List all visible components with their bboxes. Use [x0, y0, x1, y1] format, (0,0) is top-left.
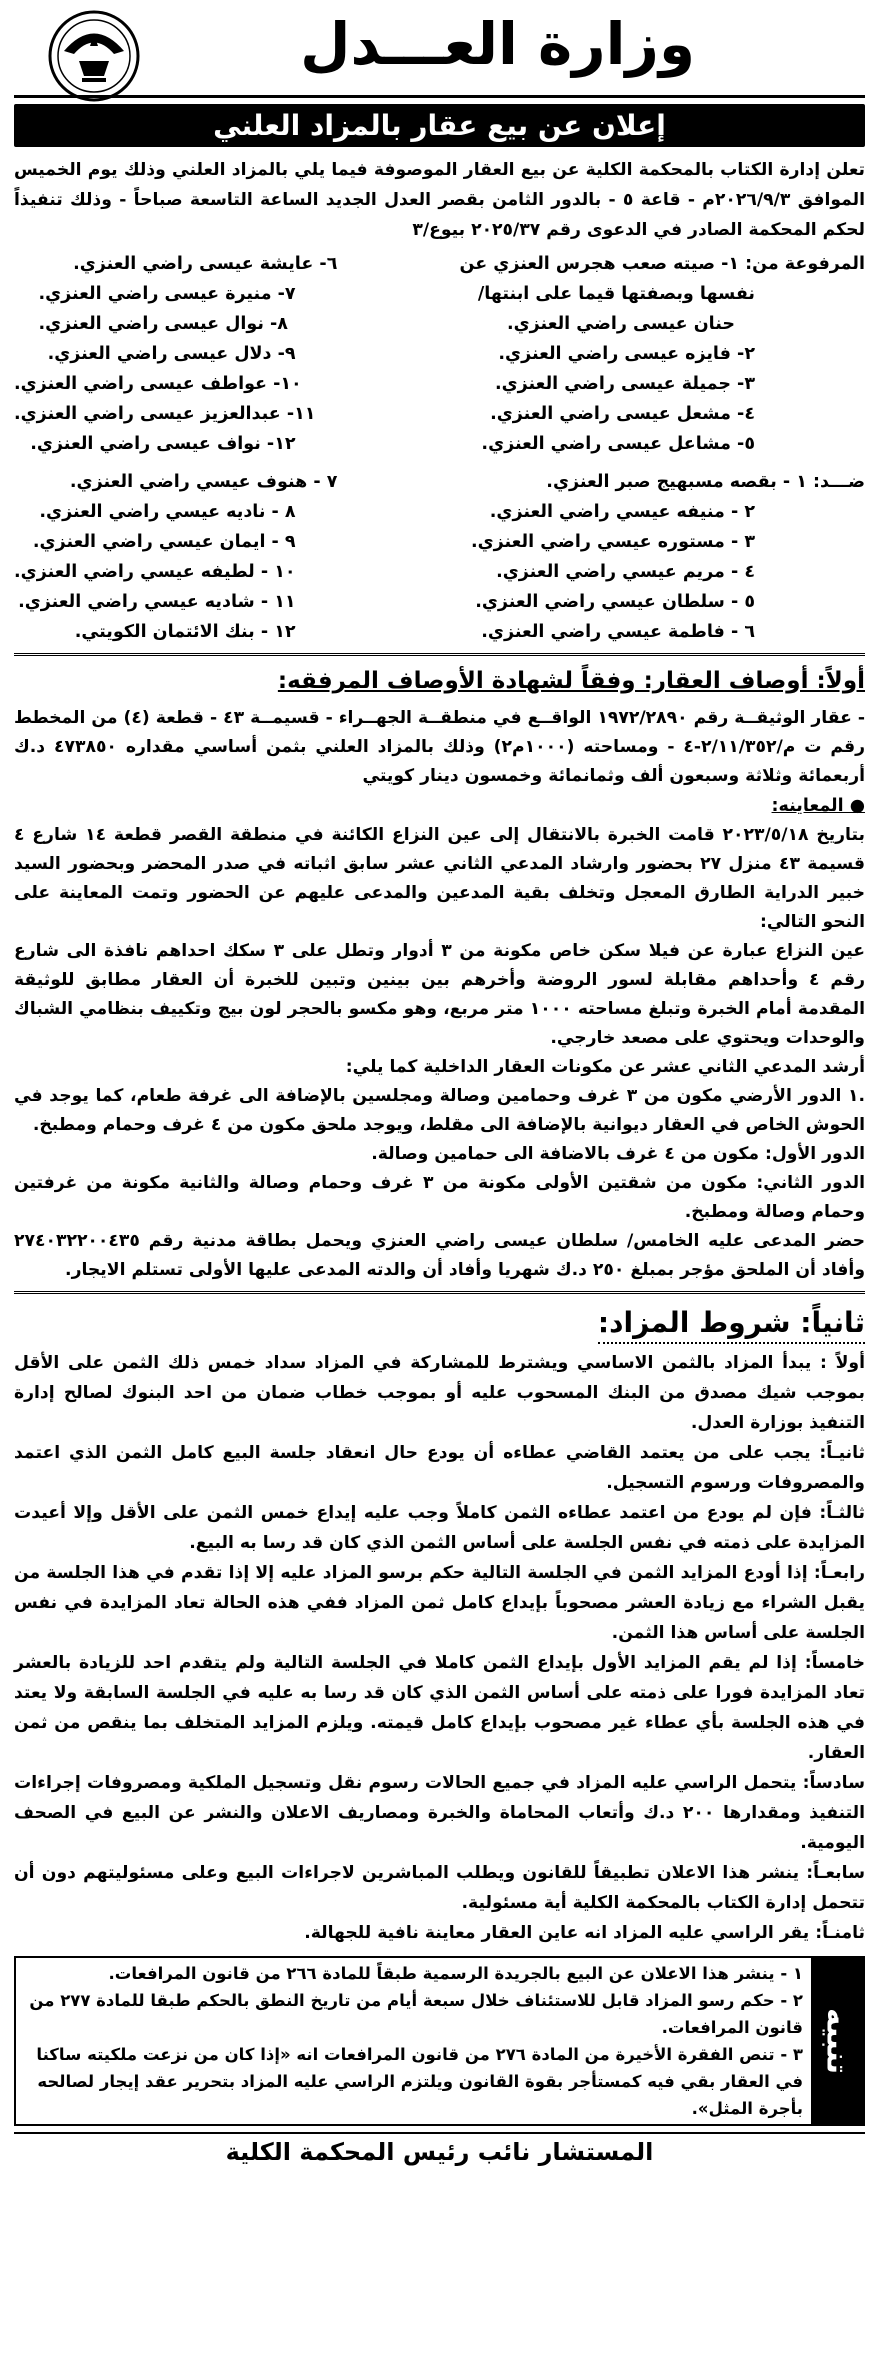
inspection-paragraph: الدور الأول: مكون من ٤ غرف بالاضافة الى حمامين وصالة. [371, 1144, 865, 1164]
plaintiff-name: نفسها وبصفتها قيما على ابنتها/ [477, 284, 755, 304]
section1-heading: أولاً: أوصاف العقار: وفقاً لشهادة الأوصاف المرفقه: [277, 668, 865, 694]
condition-item: خامساً: إذا لم يقم المزايد الأول بإيداع الثمن كاملا في الجلسة التالية ولم يتقدم احد للزيادة بالعشر تعاد المزايدة فورا على ذمته على أساس الثمن الذي كان قد رسا به عليه في الجلسة السابقة ولا يعتد في هذه الجلسة بأي عطاء غير مصحوب بإيداع كامل قيمته. ويلزم المزايد المتخلف بما ينقص من ثمن العقار. [14, 1653, 865, 1763]
plaintiff-name: ٤- مشعل عيسى راضي العنزي. [490, 404, 755, 424]
notes-label: تنبيه [811, 1958, 863, 2124]
condition-item: ثالثـاً: فإن لم يودع من اعتمد عطاءه الثمن كاملاً وجب عليه إيداع خمس الثمن على الأقل وإلا أعيدت المزايدة على ذمته في نفس الجلسة على أساس الثمن الذي كان قد رسا به البيع. [14, 1503, 865, 1553]
plaintiff-name: ٦- عايشة عيسى راضي العنزي. [73, 254, 338, 274]
condition-item: ثامنـاً: يقر الراسي عليه المزاد انه عاين العقار معاينة نافية للجهالة. [304, 1923, 865, 1943]
plaintiffs-block [14, 249, 865, 459]
header [14, 0, 865, 98]
section-divider [14, 653, 865, 656]
inspection-paragraph: حضر المدعى عليه الخامس/ سلطان عيسى راضي العنزي ويحمل بطاقة مدنية رقم ٢٧٤٠٣٢٢٠٠٤٣٥ وأفاد أن الملحق مؤجر بمبلغ ٢٥٠ د.ك شهريا وأفاد أن والدته المدعى عليها الأولى تستلم الايجار. [14, 1231, 865, 1280]
note-item: ٢ - حكم رسو المزاد قابل للاستئناف خلال سبعة أيام من تاريخ النطق بالحكم طبقا للمادة ٢٧٧ من قانون المرافعات. [29, 1991, 803, 2037]
plaintiff-row [14, 429, 865, 459]
plaintiff-row [14, 309, 865, 339]
defendant-name: ١ - بقصه مسبهيج صبر العنزي. [546, 472, 807, 492]
plaintiff-row [14, 339, 865, 369]
defendant-name: ٣ - مستوره عيسي راضي العنزي. [470, 532, 755, 552]
defendant-row [14, 557, 865, 587]
section-divider [14, 1291, 865, 1294]
inspection-paragraph: .١ الدور الأرضي مكون من ٣ غرف وحمامين وصالة ومجلسين بالإضافة الى غرفة طعام، كما يوجد في الحوش الخاص في العقار ديوانية بالإضافة الى مقلط، ويوجد ملحق مكون من ٤ غرف وحمام ومطبخ. [14, 1086, 865, 1135]
defendant-name: ٤ - مريم عيسي راضي العنزي. [496, 562, 755, 582]
plaintiff-name: ٣- جميلة عيسى راضي العنزي. [494, 374, 755, 394]
plaintiff-name: ٩- دلال عيسى راضي العنزي. [47, 344, 296, 364]
inspection-heading: ● المعاينه: [771, 796, 865, 816]
defendant-row [14, 497, 865, 527]
condition-item: سابعـاً: ينشر هذا الاعلان تطبيقاً للقانون ويطلب المباشرين لاجراءات البيع وعلى مسئوليتهم دون أن تتحمل إدارة الكتاب بالمحكمة الكلية أية مسئولية. [14, 1863, 865, 1913]
note-item: ١ - ينشر هذا الاعلان عن البيع بالجريدة الرسمية طبقاً للمادة ٢٦٦ من قانون المرافعات. [108, 1964, 803, 1983]
defendant-name: ٦ - فاطمة عيسي راضي العنزي. [481, 622, 755, 642]
plaintiff-name: ١٢- نواف عيسى راضي العنزي. [30, 434, 296, 454]
inspection-paragraph: عين النزاع عبارة عن فيلا سكن خاص مكونة من ٣ أدوار وتطل على ٣ سكك احداهم نافذة الى شارع رقم ٤ وأحداهم مقابلة لسور الروضة وأخرهم بين بينين وتبين للخبرة أن العقار مطابق للوثيقة المقدمة أمام الخبرة وتبلغ مساحته ١٠٠٠ متر مربع، وهو مكسو بالحجر لون بيج وتكييف بنظامي الشباك والوحدات ويحتوي على مصعد خارجي. [14, 941, 865, 1048]
inspection-paragraph: أرشد المدعي الثاني عشر عن مكونات العقار الداخلية كما يلي: [345, 1057, 865, 1077]
kuwait-emblem-icon [44, 6, 144, 106]
defendant-name: ٥ - سلطان عيسي راضي العنزي. [475, 592, 755, 612]
note-item: ٣ - تنص الفقرة الأخيرة من المادة ٢٧٦ من قانون المرافعات انه «إذا كان من نزعت ملكيته ساكنا في العقار بقي فيه كمستأجر بقوة القانون ويلتزم الراسي عليه المزاد بتحرير عقد إيجار لصالحه بأجرة المثل». [36, 2045, 803, 2118]
notes-body [16, 1958, 811, 2124]
ministry-title: وزارة العـــدل [300, 10, 695, 78]
defendant-name: ٩ - ايمان عيسي راضي العنزي. [32, 532, 296, 552]
defendant-row [14, 617, 865, 647]
plaintiff-name: ١- صيته صعب هجرس العنزي عن [459, 254, 740, 274]
inspection-paragraph: بتاريخ ٢٠٢٣/٥/١٨ قامت الخبرة بالانتقال إلى عين النزاع الكائنة في منطقة القصر قطعة ١٤ شارع ٤ قسيمة ٤٣ منزل ٢٧ بحضور وارشاد المدعي الثاني عشر سابق اثباته في صدر المحضر وبحضور السيد خبير الدراية الطارق المعجل وتخلف بقية المدعين والمدعى عليهم عن الحضور وتمت المعاينة على النحو التالي: [14, 825, 865, 932]
defendant-name: ٨ - ناديه عيسي راضي العنزي. [39, 502, 296, 522]
condition-item: سادساً: يتحمل الراسي عليه المزاد في جميع الحالات رسوم نقل وتسجيل الملكية ومصروفات إجراءات التنفيذ ومقدارها ٢٠٠ د.ك وأتعاب المحاماة والخبرة ومصاريف الاعلان والنشر عن البيع في الصحف اليومية. [14, 1773, 865, 1853]
plaintiff-name: ٧- منيرة عيسى راضي العنزي. [38, 284, 296, 304]
defendant-name: ١٢ - بنك الائتمان الكويتي. [74, 622, 296, 642]
plaintiff-name: ٢- فايزه عيسى راضي العنزي. [498, 344, 755, 364]
condition-item: رابعـاً: إذا أودع المزايد الثمن في الجلسة التالية حكم برسو المزاد عليه إلا إذا تقدم في هذا الجلسة من يقبل الشراء مع زيادة العشر مصحوباً بإيداع كامل ثمن المزاد ففي هذه الحالة تعاد المزايدة في نفس الجلسة على أساس هذا الثمن. [14, 1563, 865, 1643]
notes-box [14, 1956, 865, 2126]
plaintiff-name: حنان عيسى راضي العنزي. [506, 314, 735, 334]
defendant-row [14, 527, 865, 557]
defendant-name: ١١ - شاديه عيسي راضي العنزي. [18, 592, 296, 612]
defendant-row [14, 467, 865, 497]
defendants-block [14, 467, 865, 647]
defendant-name: ٢ - منيفه عيسي راضي العنزي. [489, 502, 755, 522]
plaintiff-row [14, 279, 865, 309]
plaintiffs-label: المرفوعة من: [745, 254, 865, 274]
plaintiff-name: ١١- عبدالعزيز عيسى راضي العنزي. [14, 404, 316, 424]
plaintiff-name: ٨- نوال عيسى راضي العنزي. [38, 314, 288, 334]
condition-item: أولاً : يبدأ المزاد بالثمن الاساسي ويشترط للمشاركة في المزاد سداد خمس ذلك الثمن على الأقل بموجب شيك مصدق من البنك المسحوب عليه أو بموجب خطاب ضمان من احد البنوك لصالح إدارة التنفيذ بوزارة العدل. [14, 1353, 865, 1433]
property-description: - عقار الوثيقــة رقم ١٩٧٢/٢٨٩٠ الواقــع في منطقــة الجهــراء - قسيمــة ٤٣ - قطعة (٤) من المخطط رقم ت م/٢/١١/٣٥٢-٤ - ومساحته (١٠٠٠م٢) وذلك بالمزاد العلني بثمن أساسي مقداره ٤٧٣٨٥٠ د.ك أربعمائة وثلاثة وسبعون ألف وثمانمائة وخمسون دينار كويتي [14, 708, 866, 786]
plaintiff-name: ٥- مشاعل عيسى راضي العنزي. [481, 434, 755, 454]
plaintiff-name: ١٠- عواطف عيسى راضي العنزي. [14, 374, 302, 394]
plaintiff-row [14, 399, 865, 429]
signature-line: المستشار نائب رئيس المحكمة الكلية [14, 2132, 865, 2166]
intro-paragraph: تعلن إدارة الكتاب بالمحكمة الكلية عن بيع العقار الموصوفة فيما يلي بالمزاد العلني وذلك يوم الخميس الموافق ٢٠٢٦/٩/٣م - قاعة ٥ - بالدور الثامن بقصر العدل الجديد الساعة التاسعة صباحاً - وذلك تنفيذاً لحكم المحكمة الصادر في الدعوى رقم ٢٠٢٥/٣٧ بيوع/٣ [14, 160, 866, 240]
defendant-name: ٧ - هنوف عيسي راضي العنزي. [69, 472, 338, 492]
defendants-label: ضـــد: [813, 472, 865, 492]
inspection-paragraph: الدور الثاني: مكون من شقتين الأولى مكونة من ٣ غرف وحمام وصالة والثانية مكونة من غرفتين وحمام وصالة ومطبخ. [14, 1173, 866, 1222]
plaintiff-row [14, 249, 865, 279]
condition-item: ثانيـاً: يجب على من يعتمد القاضي عطاءه أن يودع حال انعقاد جلسة البيع كامل الثمن الذي اعتمد والمصروفات ورسوم التسجيل. [14, 1443, 865, 1493]
defendant-row [14, 587, 865, 617]
announcement-title: إعلان عن بيع عقار بالمزاد العلني [14, 104, 865, 147]
plaintiff-row [14, 369, 865, 399]
section2-heading: ثانياً: شروط المزاد: [598, 1304, 865, 1344]
defendant-name: ١٠ - لطيفه عيسي راضي العنزي. [14, 562, 296, 582]
